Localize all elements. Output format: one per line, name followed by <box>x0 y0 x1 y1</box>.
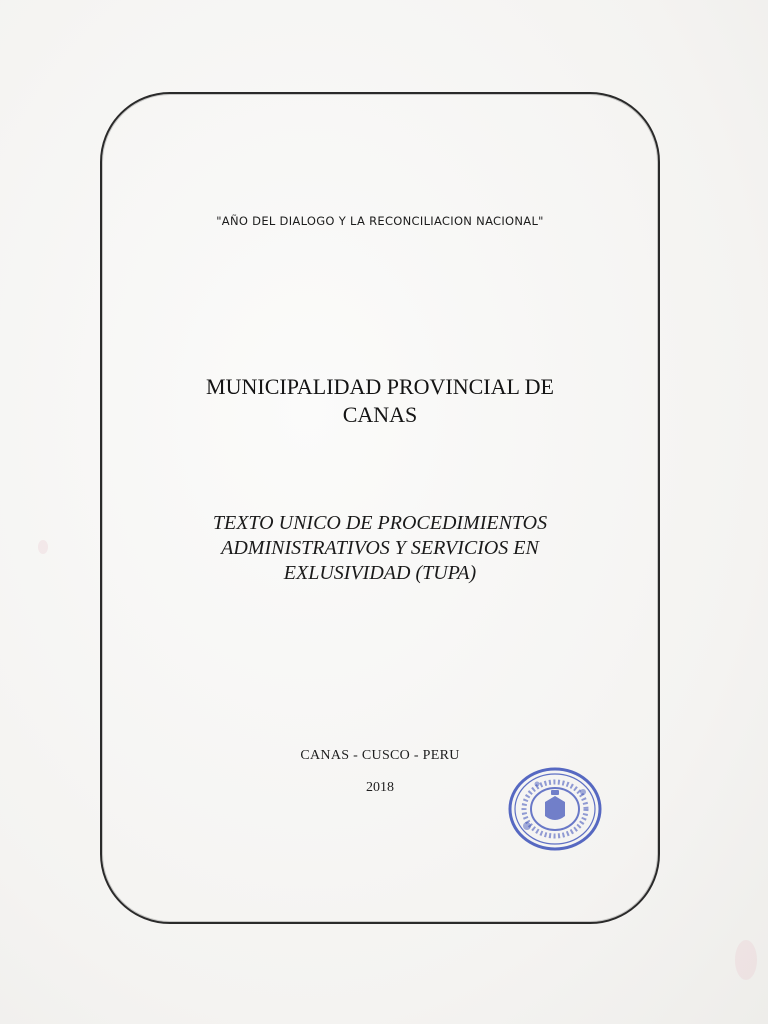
official-stamp-icon <box>507 766 603 852</box>
subtitle-line-3: EXLUSIVIDAD (TUPA) <box>283 562 477 584</box>
year-text: 2018 <box>366 780 394 795</box>
document-subtitle <box>100 511 660 586</box>
page-title <box>100 373 660 429</box>
subtitle-line-2: ADMINISTRATIVOS Y SERVICIOS EN <box>221 537 539 559</box>
location-text: CANAS - CUSCO - PERU <box>300 748 460 763</box>
paper-smudge <box>735 940 757 980</box>
year-motto: "AÑO DEL DIALOGO Y LA RECONCILIACION NACIONAL" <box>216 214 544 228</box>
paper-smudge <box>38 540 48 554</box>
title-line-2: CANAS <box>342 402 418 427</box>
title-line-1: MUNICIPALIDAD PROVINCIAL DE <box>206 374 554 399</box>
subtitle-line-1: TEXTO UNICO DE PROCEDIMIENTOS <box>212 512 548 534</box>
